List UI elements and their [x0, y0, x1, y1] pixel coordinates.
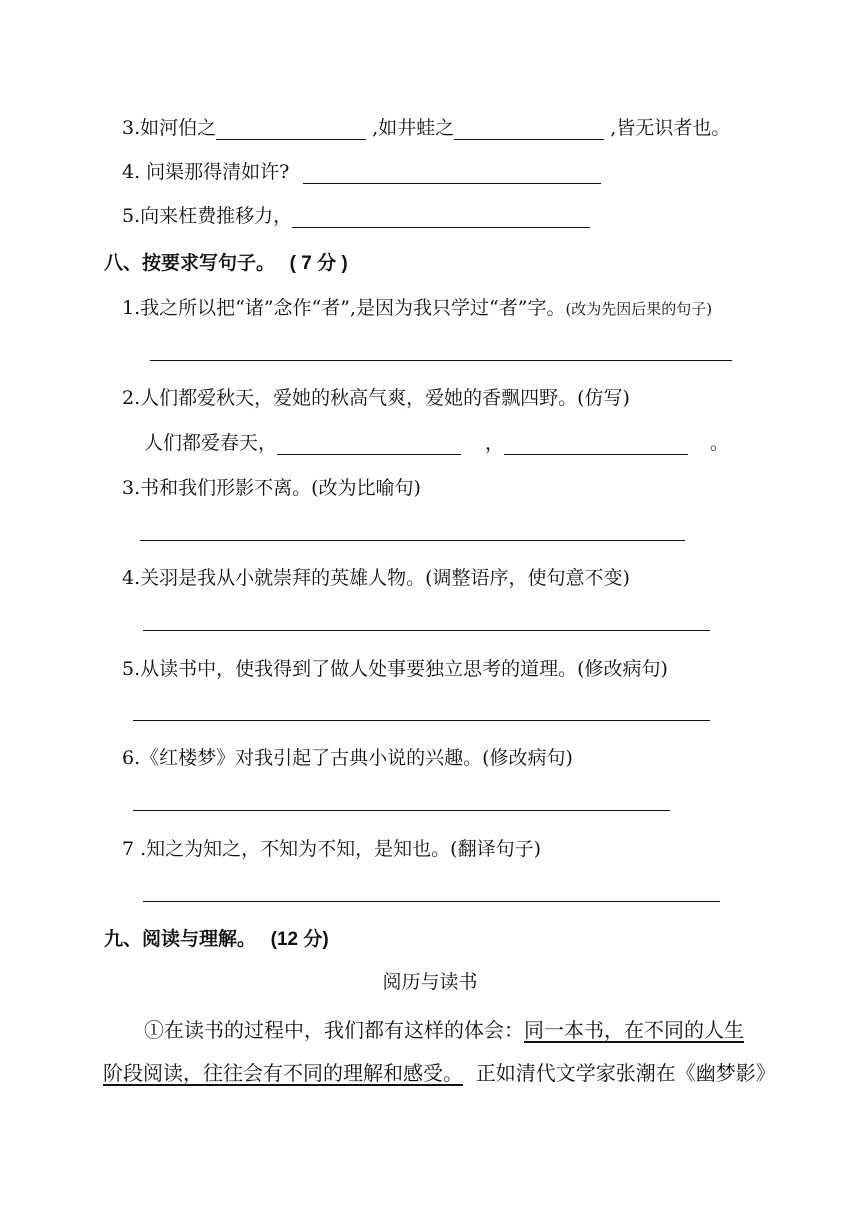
- question-8-2-sub: [144, 431, 729, 455]
- article-paragraph-line: [103, 1061, 776, 1085]
- answer-blank[interactable]: [504, 434, 688, 455]
- question-8-7: [122, 837, 541, 861]
- section-title: 八、按要求写句子。: [104, 252, 276, 274]
- answer-blank[interactable]: [216, 119, 366, 140]
- question-text: 6.《红楼梦》对我引起了古典小说的兴趣。(修改病句): [122, 747, 573, 769]
- question-7-5: [122, 204, 590, 228]
- answer-blank[interactable]: [454, 119, 604, 140]
- article-title: 阅历与读书: [382, 971, 478, 993]
- question-text: 3.书和我们形影不离。(改为比喻句): [122, 477, 421, 499]
- question-text: 5.向来枉费推移力，: [122, 205, 293, 227]
- question-8-6: [122, 746, 573, 770]
- paragraph-text: 正如清代文学家张潮在《幽梦影》: [463, 1061, 776, 1085]
- question-text: 人们都爱春天，: [144, 432, 278, 454]
- underlined-text: 阶段阅读，往往会有不同的理解和感受。: [103, 1061, 463, 1085]
- question-text: ，: [485, 432, 505, 454]
- answer-blank[interactable]: [292, 207, 590, 228]
- section-8-heading: [104, 251, 348, 276]
- section-score: (12 分): [270, 929, 329, 950]
- question-text: ,如井蛙之: [366, 117, 455, 139]
- answer-line[interactable]: [143, 630, 710, 631]
- question-note: (改为先因后果的句子): [565, 300, 713, 318]
- article-paragraph-line: [144, 1018, 744, 1042]
- question-text: 1.我之所以把“诸”念作“者”,是因为我只学过“者”字。: [122, 297, 566, 319]
- answer-line[interactable]: [140, 540, 685, 541]
- question-text: 。: [710, 432, 730, 454]
- question-8-1: [122, 296, 712, 321]
- answer-line[interactable]: [150, 360, 732, 361]
- question-text: 2.人们都爱秋天，爱她的秋高气爽，爱她的香飘四野。(仿写): [122, 387, 630, 409]
- underlined-text: 同一本书，在不同的人生: [524, 1018, 744, 1042]
- section-score: ( 7 分 ): [289, 253, 348, 274]
- section-9-heading: [104, 927, 329, 952]
- question-text: 3.如河伯之: [122, 117, 217, 139]
- question-text: 5.从读书中，使我得到了做人处事要独立思考的道理。(修改病句): [122, 658, 668, 680]
- question-text: 4. 问渠那得清如许?: [122, 161, 290, 183]
- question-7-3: [122, 116, 730, 140]
- answer-line[interactable]: [133, 810, 670, 811]
- answer-blank[interactable]: [303, 163, 601, 184]
- answer-line[interactable]: [133, 720, 710, 721]
- answer-blank[interactable]: [277, 434, 461, 455]
- question-8-5: [122, 657, 668, 681]
- question-7-4: [122, 160, 601, 184]
- question-8-4: [122, 566, 630, 590]
- section-title: 九、阅读与理解。: [104, 928, 257, 950]
- question-8-2: [122, 386, 630, 410]
- question-8-3: [122, 476, 421, 500]
- paragraph-text: ①在读书的过程中，我们都有这样的体会：: [144, 1018, 524, 1042]
- question-text: 4.关羽是我从小就崇拜的英雄人物。(调整语序，使句意不变): [122, 567, 630, 589]
- question-text: 7 .知之为知之，不知为不知，是知也。(翻译句子): [122, 838, 541, 860]
- question-text: ,皆无识者也。: [604, 117, 731, 139]
- answer-line[interactable]: [143, 901, 720, 902]
